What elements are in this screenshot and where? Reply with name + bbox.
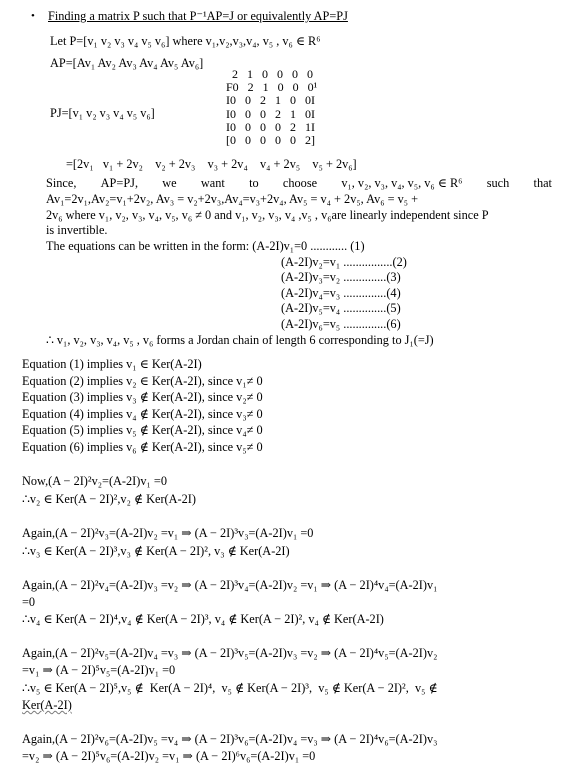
matrix-row: 2 1 0 0 0 0 bbox=[226, 67, 313, 81]
implies-line: Equation (2) implies v₂ ∈ Ker(A-2I), since v₁≠ 0 bbox=[22, 374, 263, 388]
implies-line: Equation (5) implies v₅ ∉ Ker(A-2I), since v₄≠ 0 bbox=[22, 423, 263, 437]
again-v5-line-1: Again,(A − 2I)²v₅=(A-2I)v₄ =v₃ ⇒ (A − 2I)³v₅=(A-2I)v₃ =v₂ ⇒ (A − 2I)⁴v₅=(A-2I)v₂ bbox=[22, 646, 438, 660]
matrix-row: F0 2 1 0 0 0¹ bbox=[226, 80, 318, 95]
since-word: want bbox=[200, 176, 225, 190]
again-v4-line-1: Again,(A − 2I)²v₄=(A-2I)v₃ =v₂ ⇒ (A − 2I)³v₄=(A-2I)v₂ =v₁ ⇒ (A − 2I)⁴v₄=(A-2I)v₁ bbox=[22, 578, 438, 592]
again-v5-line-4: Ker(A-2I) bbox=[22, 698, 72, 712]
since-line-2: Av₁=2v₁,Av₂=v₁+2v₂, Av₃ = v₂+2v₃,Av₄=v₃+2v₄, Av₅ = v₄ + 2v₅, Av₆ = v₅ + bbox=[46, 192, 419, 206]
pj-result: =[2v₁ v₁ + 2v₂ v₂ + 2v₃ v₃ + 2v₄ v₄ + 2v₅ v₅ + 2v₆] bbox=[66, 157, 357, 171]
matrix-row: I0 0 0 0 2 1I bbox=[226, 119, 315, 134]
implies-line: Equation (1) implies v₁ ∈ Ker(A-2I) bbox=[22, 357, 202, 371]
equation-4: (A-2I)v₄=v₃ ..............(4) bbox=[281, 286, 401, 300]
ap-line: AP=[Av₁ Av₂ Av₃ Av₄ Av₅ Av₆] bbox=[50, 56, 204, 70]
since-word: Since, bbox=[46, 176, 77, 190]
p-definition: Let P=[v₁ v₂ v₃ v₄ v₅ v₆] where v₁,v₂,v₃,v₄, v₅ , v₆ ∈ R⁶ bbox=[50, 34, 321, 48]
since-word: we bbox=[162, 176, 177, 190]
jordan-chain-statement: ∴ v₁, v₂, v₃, v₄, v₅ , v₆ forms a Jordan chain of length 6 corresponding to J₁(=J) bbox=[46, 333, 434, 347]
again-v3-line-2: ∴v₃ ∈ Ker(A − 2I)³,v₃ ∉ Ker(A − 2I)², v₃ ∉ Ker(A-2I) bbox=[22, 544, 290, 558]
again-v6-line-1: Again,(A − 2I)²v₆=(A-2I)v₅ =v₄ ⇒ (A − 2I)³v₆=(A-2I)v₄ =v₃ ⇒ (A − 2I)⁴v₆=(A-2I)v₃ bbox=[22, 732, 438, 746]
again-v5-line-3: ∴v₅ ∈ Ker(A − 2I)⁵,v₅ ∉ Ker(A − 2I)⁴, v₅ ∉ Ker(A − 2I)³, v₅ ∉ Ker(A − 2I)², v₅ ∉ bbox=[22, 681, 438, 695]
again-v5-line-2: =v₁ ⇒ (A − 2I)⁵v₅=(A-2I)v₁ =0 bbox=[22, 663, 176, 677]
bullet-icon: • bbox=[31, 10, 35, 22]
since-line-3: 2v₆ where v₁, v₂, v₃, v₄, v₅, v₆ ≠ 0 and v₁, v₂, v₃, v₄ ,v₅ , v₆are linearly independent since P bbox=[46, 208, 489, 222]
since-line-4: is invertible. bbox=[46, 223, 108, 237]
since-line-1 bbox=[46, 176, 552, 191]
equation-2: (A-2I)v₂=v₁ ................(2) bbox=[281, 255, 407, 269]
since-word: choose bbox=[282, 176, 318, 190]
since-word: such bbox=[486, 176, 510, 190]
matrix-row: I0 0 2 1 0 0I bbox=[226, 93, 315, 108]
equation-5: (A-2I)v₅=v₄ ..............(5) bbox=[281, 301, 401, 315]
equation-6: (A-2I)v₆=v₅ ..............(6) bbox=[281, 317, 401, 331]
equation-3: (A-2I)v₃=v₂ ..............(3) bbox=[281, 270, 401, 284]
now-line-2: ∴v₂ ∈ Ker(A − 2I)²,v₂ ∉ Ker(A-2I) bbox=[22, 492, 196, 506]
again-v3-line-1: Again,(A − 2I)²v₃=(A-2I)v₂ =v₁ ⇒ (A − 2I)³v₃=(A-2I)v₁ =0 bbox=[22, 526, 314, 540]
since-word: v₁, v₂, v₃, v₄, v₅, v₆ ∈ R⁶ bbox=[341, 176, 463, 190]
section-title: Finding a matrix P such that P⁻¹AP=J or equivalently AP=PJ bbox=[48, 9, 348, 23]
since-word: that bbox=[533, 176, 552, 190]
pj-line: PJ=[v₁ v₂ v₃ v₄ v₅ v₆] bbox=[50, 106, 155, 120]
matrix-row: I0 0 0 2 1 0I bbox=[226, 106, 315, 121]
implies-line: Equation (3) implies v₃ ∉ Ker(A-2I), since v₂≠ 0 bbox=[22, 390, 263, 404]
jordan-matrix bbox=[226, 68, 317, 147]
implies-line: Equation (4) implies v₄ ∉ Ker(A-2I), since v₃≠ 0 bbox=[22, 407, 263, 421]
implies-line: Equation (6) implies v₆ ∉ Ker(A-2I), since v₅≠ 0 bbox=[22, 440, 263, 454]
again-v4-line-3: ∴v₄ ∈ Ker(A − 2I)⁴,v₄ ∉ Ker(A − 2I)³, v₄ ∉ Ker(A − 2I)², v₄ ∉ Ker(A-2I) bbox=[22, 612, 384, 626]
matrix-row: [0 0 0 0 0 2] bbox=[226, 133, 315, 148]
equations-intro: The equations can be written in the form: (A-2I)v₁=0 ............ (1) bbox=[46, 239, 365, 253]
now-line-1: Now,(A − 2I)²v₂=(A-2I)v₁ =0 bbox=[22, 474, 167, 488]
again-v6-line-2: =v₂ ⇒ (A − 2I)⁵v₆=(A-2I)v₂ =v₁ ⇒ (A − 2I)⁶v₆=(A-2I)v₁ =0 bbox=[22, 749, 316, 763]
since-word: AP=PJ, bbox=[100, 176, 139, 190]
again-v4-line-2: =0 bbox=[22, 595, 36, 609]
since-word: to bbox=[249, 176, 259, 190]
